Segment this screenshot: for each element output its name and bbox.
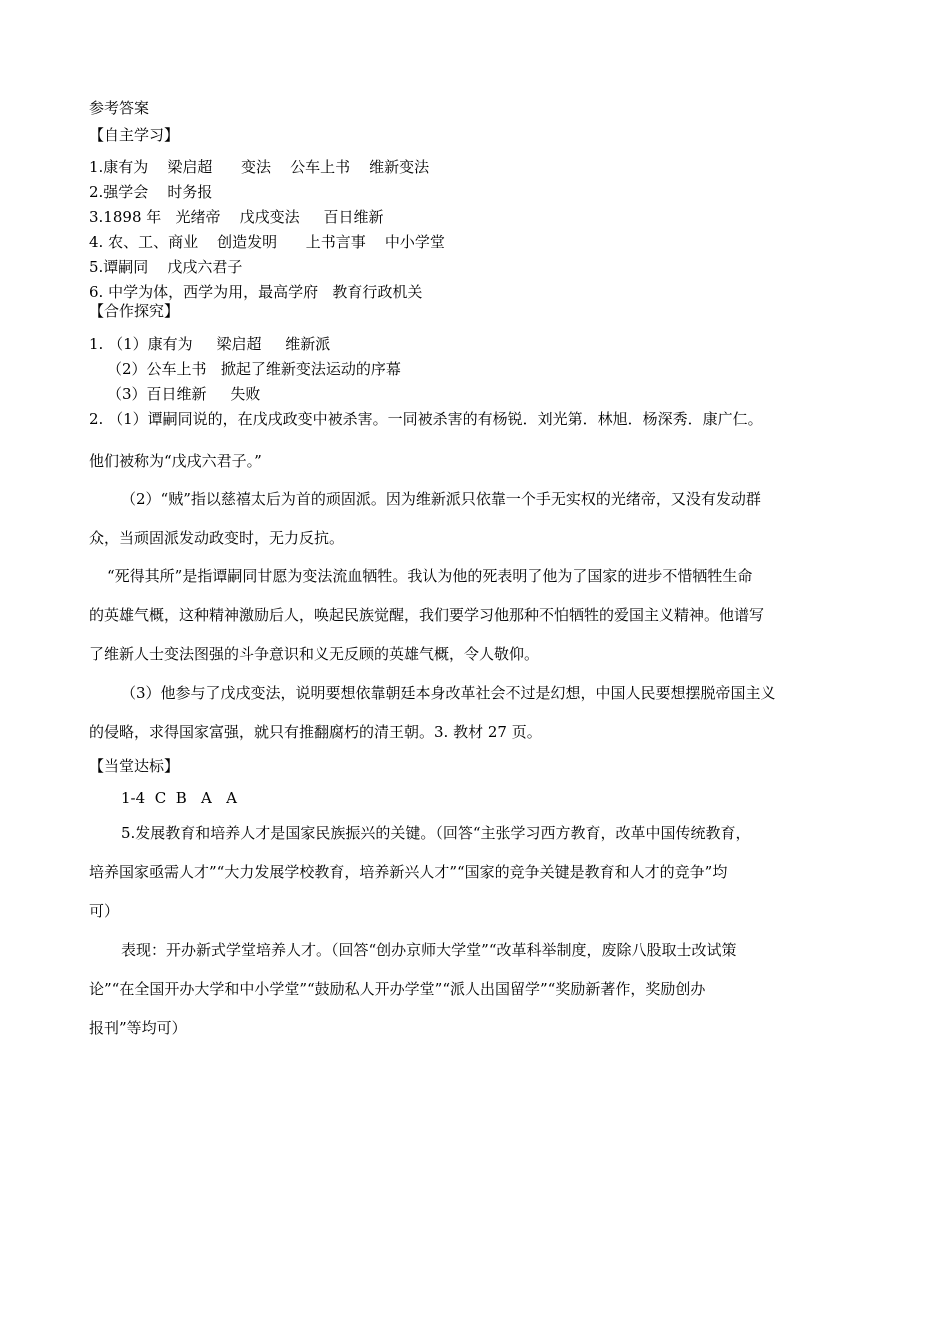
paragraph-line: 了维新人士变法图强的斗争意识和义无反顾的英雄气概，令人敬仰。 bbox=[89, 645, 540, 663]
doc-title: 参考答案 bbox=[89, 99, 150, 117]
section-header-zizhu: 【自主学习】 bbox=[89, 126, 180, 144]
answer-line: 4. 农、工、商业 创造发明 上书言事 中小学堂 bbox=[89, 233, 445, 251]
paragraph-line: 他们被称为“戊戌六君子。” bbox=[89, 452, 262, 470]
paragraph-line: 2. （1）谭嗣同说的，在戊戌政变中被杀害。一同被杀害的有杨锐．刘光第．林旭．杨深秀．康广仁。 bbox=[89, 410, 763, 428]
paragraph-line: 众，当顽固派发动政变时，无力反抗。 bbox=[89, 529, 345, 547]
paragraph-line: 报刊”等均可） bbox=[89, 1019, 187, 1037]
paragraph-line: 表现：开办新式学堂培养人才。（回答“创办京师大学堂”“改革科举制度，废除八股取士改试策 bbox=[121, 941, 737, 959]
paragraph-line: 培养国家亟需人才”“大力发展学校教育，培养新兴人才”“国家的竞争关键是教育和人才的竞争”均 bbox=[89, 863, 728, 881]
paragraph-line: 的侵略，求得国家富强，就只有推翻腐朽的清王朝。3. 教材 27 页。 bbox=[89, 723, 542, 741]
answer-line: （2）公车上书 掀起了维新变法运动的序幕 bbox=[107, 360, 401, 378]
paragraph-line: 5.发展教育和培养人才是国家民族振兴的关键。（回答“主张学习西方教育，改革中国传统教育， bbox=[121, 824, 751, 842]
answer-line: 3.1898 年 光绪帝 戊戌变法 百日维新 bbox=[89, 208, 384, 226]
answer-line: （3）百日维新 失败 bbox=[107, 385, 261, 403]
answer-line: 5.谭嗣同 戊戌六君子 bbox=[89, 258, 243, 276]
paragraph-line: （2）“贼”指以慈禧太后为首的顽固派。因为维新派只依靠一个手无实权的光绪帝，又没有发动群 bbox=[121, 490, 761, 508]
answer-line: 6. 中学为体，西学为用，最高学府 教育行政机关 bbox=[89, 283, 423, 301]
answer-line: 1. （1）康有为 梁启超 维新派 bbox=[89, 335, 331, 353]
paragraph-line: 的英雄气概，这种精神激励后人，唤起民族觉醒，我们要学习他那种不怕牺牲的爱国主义精神。他谱写 bbox=[89, 606, 765, 624]
answer-line: 2.强学会 时务报 bbox=[89, 183, 213, 201]
paragraph-line: （3）他参与了戊戌变法，说明要想依靠朝廷本身改革社会不过是幻想，中国人民要想摆脱帝国主义 bbox=[121, 684, 776, 702]
paragraph-line: “死得其所”是指谭嗣同甘愿为变法流血牺牲。我认为他的死表明了他为了国家的进步不惜牺牲生命 bbox=[107, 567, 753, 585]
mc-answers: 1-4 C B A A bbox=[121, 789, 238, 807]
paragraph-line: 可） bbox=[89, 902, 120, 920]
section-header-dangtang: 【当堂达标】 bbox=[89, 757, 180, 775]
section-header-hezuo: 【合作探究】 bbox=[89, 302, 180, 320]
answer-line: 1.康有为 梁启超 变法 公车上书 维新变法 bbox=[89, 158, 430, 176]
paragraph-line: 论”“在全国开办大学和中小学堂”“鼓励私人开办学堂”“派人出国留学”“奖励新著作，奖励创办 bbox=[89, 980, 706, 998]
